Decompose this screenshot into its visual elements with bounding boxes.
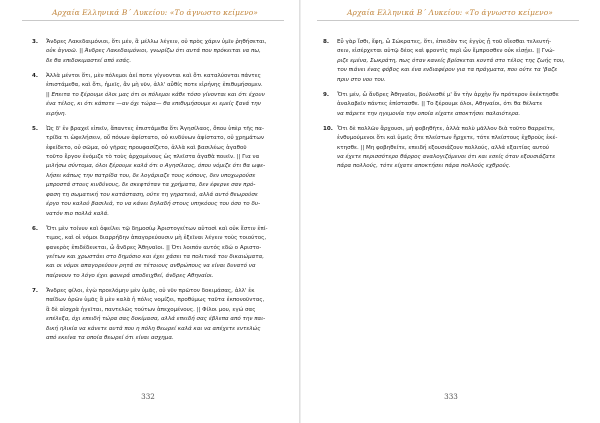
exercise-number: 6. bbox=[32, 225, 39, 232]
text-line: Ὅτι δὲ πολλῶν ἄρχουσι, μὴ φοβηθῆτε, ἀλλὰ πολὺ μᾶλλον διὰ τοῦτο θαρρεῖτε, bbox=[337, 125, 555, 132]
right-page-header: Αρχαία Ελληνικά Β΄ Λυκείου: «Το άγνωστο κείμενο» bbox=[347, 8, 553, 17]
translation-line: από εκείνα τα οποία θεωρεί ότι είναι ασχημα. bbox=[46, 334, 174, 341]
translation-line: μπροστά στους κινδύνους, δε σκεφτόταν τα χρήματα, δεν έφερνε σαν πρό- bbox=[46, 182, 256, 189]
translation-line: φαση τη σωματική του κατάσταση, ούτε τη γηρατειά, αλλά αυτό θεωρούσε bbox=[46, 191, 258, 198]
exercise-paragraph bbox=[323, 125, 575, 172]
translation-line: παίρνουν το λόγο έχει φανερά αποδειχθεί, άνδρες Αθηναίοι. bbox=[46, 272, 214, 279]
exercise-paragraph bbox=[32, 38, 278, 66]
text-line: ἐφείδετο, οὐ σῶμα, οὐ γῆρας προυφασίζετο, ἀλλὰ καὶ βασιλέως ἀγαθοῦ bbox=[46, 144, 247, 151]
text-line: Ὅτι μὲν τοίνυν καὶ ὀφείλει τῷ δημοσίῳ Ἀριστογείτων αὐτοσὶ καὶ οὐκ ἔστιν ἐπί- bbox=[46, 225, 268, 232]
exercise-paragraph bbox=[323, 91, 575, 119]
translation-line: πάρα πολλούς, τότε είχατε αποκτήσει πάρα πολλούς εχθρούς. bbox=[337, 163, 511, 170]
right-header-rule bbox=[317, 20, 579, 21]
exercise-paragraph bbox=[32, 72, 278, 119]
text-line: τιμος, καὶ οἱ νόμοι διαρρήδην ἀπαγορεύουσιν μὴ ἐξεῖναι λέγειν τοὺς τοιούτος, bbox=[46, 235, 267, 242]
text-line: ἀναλαβεῖν πάντες ἐπίστασθε. || Το ξέρουμε όλοι, Αθηναίοι, ότι θα θέλατε bbox=[337, 101, 543, 108]
right-page-content bbox=[323, 38, 575, 178]
exercise-number: 7. bbox=[32, 287, 39, 294]
translation-line: δε θα επιδοκιμαστεί από εσάς. bbox=[46, 57, 132, 64]
translation-line: || Επειτα το ξέρουμε όλοι μας ότι οι πόλεμοι κάθε τόσο γίνονται και ότι έχουν bbox=[46, 91, 265, 98]
text-line: Ἀλλὰ μέντοι ὅτι, μὲν πόλεμοι ἀεί ποτε γίγνονται καὶ ὅτι καταλύονται πάντες bbox=[46, 73, 261, 80]
exercise-paragraph bbox=[32, 287, 278, 343]
text-line: Ἄνδρες φίλοι, ἐγὼ προελόμην μὲν ὑμᾶς, οὐ νῦν πρῶτον δοκιμάσας, ἀλλ' ἐκ bbox=[46, 287, 255, 294]
text-line: Ἄνδρες Λακεδαιμόνιοι, ὅτι μέν, ἃ μέλλω λέγειν, οὐ πρὸς χάριν ὑμῖν ῥηθήσεται, bbox=[46, 39, 267, 45]
exercise-number: 3. bbox=[32, 39, 39, 45]
exercise-number: 9. bbox=[323, 91, 330, 98]
translation-line: να έχετε περισσότερο θάρρος αναλογιζόμενοι ότι και εσείς όταν εξουσιάζατε bbox=[337, 154, 556, 161]
translation-line: γείτων και χρωστάει στο δημόσιο και έχει χάσει τα πολιτικά του δικαιώματα, bbox=[46, 253, 265, 260]
translation-line: πριν στο νου του. bbox=[337, 76, 386, 83]
left-page-header: Αρχαία Ελληνικά Β΄ Λυκείου: «Το άγνωστο κείμενο» bbox=[52, 8, 258, 17]
translation-line: νατόν πιο πολλά καλά. bbox=[46, 210, 110, 217]
text-line: ἃ δὲ αἰσχρὰ ἡγεῖται, παντελῶς τούτων ἀπεχομένους. || Φίλοι μου, εγώ σας bbox=[46, 306, 256, 313]
translation-line: οὐκ ἀγνοῶ. || Άνδρες Λακεδαιμόνιοι, γνωρίζω ότι αυτά που πρόκειται να πω, bbox=[46, 48, 261, 55]
translation-line: επέλεξα, όχι επειδή τώρα σας δοκίμασα, αλλά επειδή σας έβλεπα από την παι- bbox=[46, 316, 266, 323]
left-page-content bbox=[32, 38, 278, 349]
translation-line: ένα τέλος, κι ότι κάποτε —αν όχι τώρα— θα επιθυμήσουμε κι εμείς ξανά την bbox=[46, 101, 261, 108]
left-page-number: 332 bbox=[141, 392, 155, 401]
translation-line: έργο του καλού βασιλιά, το να κάνει δηλαδή στους υπηκόους του όσο το δυ- bbox=[46, 201, 261, 208]
translation-line: τον πιάνει ένας φόβος και ένα ενδιαφέρον για τα πράγματα, που ούτε τα 'βαζε bbox=[337, 67, 558, 74]
exercise-paragraph bbox=[32, 125, 278, 219]
translation-line: ριζε εμένα, Σωκράτη, πως όταν κανείς βρίσκεται κοντά στο τέλος της ζωής του, bbox=[337, 57, 565, 64]
text-line: Ὡς δ' ἐν βραχεῖ εἰπεῖν, ἅπαντες ἐπιστάμεθα ὅτι Ἀγησίλαος, ὅπου ὑπὲρ τῆς πα- bbox=[46, 125, 264, 132]
translation-line: δική ηλικία να κάνετε αυτά που η πόλη θεωρεί καλά και να απέχετε εντελώς bbox=[46, 325, 261, 332]
right-page bbox=[301, 0, 600, 423]
right-page-number: 333 bbox=[444, 392, 458, 401]
translation-line: να πάρετε την ηγεμονία την οποία είχατε αποκτήσει παλαιότερα. bbox=[337, 110, 521, 117]
text-line: τοῦτο ἔργον ἐνόμιζε τὸ τοὺς ἀρχομένους ὡς πλεῖστα ἀγαθὰ ποιεῖν. || Για να bbox=[46, 154, 260, 161]
text-line: παίδων ὁρῶν ὑμᾶς ἃ μὲν καλὰ ἡ πόλις νομίζει, προθύμως ταῦτα ἐκπονοῦντας, bbox=[46, 297, 265, 304]
translation-line: και οι νόμοι απαγορεύουν ρητά σε τέτοιους ανθρώπους να είναι δυνατό να bbox=[46, 263, 256, 270]
left-page bbox=[0, 0, 299, 423]
text-line: ἐνθυμούμενοι ὅτι καὶ ὑμεῖς ὅτε πλείστων ἤρχετε, τότε πλείστους ἐχθροὺς ἐκέ- bbox=[337, 135, 558, 142]
text-line: κτησθε. || Μη φοβηθείτε, επειδή εξουσιάζουν πολλούς, αλλά εξαιτίας αυτού bbox=[337, 144, 550, 151]
text-line: τρίδα τι ὠφελήσειν, οὔ πόνων ἀφίστατο, οὐ κινδύνων ἀφίστατο, οὐ χρημάτων bbox=[46, 135, 264, 142]
exercise-paragraph bbox=[323, 38, 575, 85]
left-header-rule bbox=[22, 20, 284, 21]
translation-line: μιλήσω σύντομα, όλοι ξέρουμε καλά ότι ο Αγησίλαος, όπου νόμιζε ότι θα ωφε- bbox=[46, 163, 266, 170]
text-line: σειν, εἰσέρχεται αὐτῷ δέος καὶ φροντὶς περὶ ὧν ἔμπροσθεν οὐκ εἰσῄει. || Γνώ- bbox=[337, 48, 555, 55]
text-line: ἐπιστάμεθα, καὶ ὅτι, ἡμεῖς, ἂν μὴ νῦν, ἀλλ' αὖθίς ποτε εἰρήνης ἐπιθυμήσομεν. bbox=[46, 82, 263, 89]
translation-line: ειρήνη. bbox=[46, 110, 67, 117]
text-line: Εὖ γὰρ ἴσθι, ἔφη, ὦ Σώκρατες, ὅτι, ἐπειδὰν τις ἐγγὺς ᾖ τοῦ οἴεσθαι τελευτή- bbox=[337, 39, 552, 45]
exercise-paragraph bbox=[32, 225, 278, 281]
exercise-number: 4. bbox=[32, 73, 39, 80]
translation-line: λήσει κάπως την πατρίδα του, δε λογάριαζε τους κόπους, δεν υποχωρούσε bbox=[46, 172, 256, 179]
exercise-number: 5. bbox=[32, 125, 39, 132]
exercise-number: 10. bbox=[323, 125, 333, 132]
exercise-number: 8. bbox=[323, 39, 330, 45]
text-line: φανερὸς ἐπιδέδεικται, ὦ ἄνδρες Ἀθηναῖοι. || Ότι λοιπόν αυτός εδώ ο Αριστο- bbox=[46, 244, 262, 251]
text-line: Ὅτι μέν, ὦ ἄνδρες Ἀθηναῖοι, βούλεσθέ μ' ἄν τὴν ἀρχὴν ἥν πρότερον ἐκέκτησθε bbox=[337, 91, 559, 98]
